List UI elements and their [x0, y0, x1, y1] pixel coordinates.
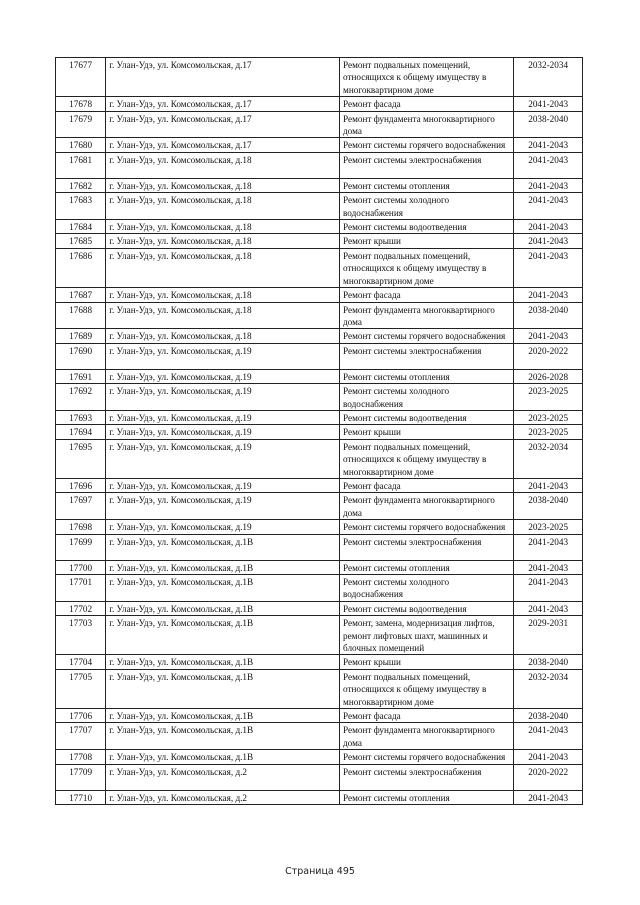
row-id-cell: 17703	[56, 616, 106, 655]
address-cell: г. Улан-Удэ, ул. Комсомольская, д.17	[106, 58, 340, 97]
address-cell: г. Улан-Удэ, ул. Комсомольская, д.1В	[106, 575, 340, 602]
address-cell: г. Улан-Удэ, ул. Комсомольская, д.19	[106, 493, 340, 520]
work-type-cell: Ремонт системы холодного водоснабжения	[340, 193, 514, 220]
table-row	[56, 384, 583, 411]
work-type-cell: Ремонт подвальных помещений, относящихся к общему имуществу в многоквартирном доме	[340, 669, 514, 708]
row-id-cell: 17702	[56, 601, 106, 615]
work-type-cell: Ремонт фасада	[340, 288, 514, 302]
row-id-cell: 17691	[56, 369, 106, 383]
address-cell: г. Улан-Удэ, ул. Комсомольская, д.18	[106, 329, 340, 343]
period-cell: 2041-2043	[514, 329, 583, 343]
address-cell: г. Улан-Удэ, ул. Комсомольская, д.18	[106, 152, 340, 178]
period-cell: 2041-2043	[514, 601, 583, 615]
work-type-cell: Ремонт фасада	[340, 97, 514, 111]
table-row	[56, 152, 583, 178]
period-cell: 2041-2043	[514, 138, 583, 152]
address-cell: г. Улан-Удэ, ул. Комсомольская, д.18	[106, 220, 340, 234]
address-cell: г. Улан-Удэ, ул. Комсомольская, д.1В	[106, 560, 340, 574]
period-cell: 2041-2043	[514, 178, 583, 192]
table-row	[56, 329, 583, 343]
work-type-cell: Ремонт системы холодного водоснабжения	[340, 575, 514, 602]
period-cell: 2041-2043	[514, 750, 583, 764]
work-type-cell: Ремонт фундамента многоквартирного дома	[340, 111, 514, 138]
row-id-cell: 17696	[56, 478, 106, 492]
row-id-cell: 17678	[56, 97, 106, 111]
address-cell: г. Улан-Удэ, ул. Комсомольская, д.18	[106, 178, 340, 192]
period-cell: 2041-2043	[514, 288, 583, 302]
period-cell: 2038-2040	[514, 709, 583, 723]
work-type-cell: Ремонт фундамента многоквартирного дома	[340, 493, 514, 520]
period-cell: 2023-2025	[514, 520, 583, 534]
row-id-cell: 17704	[56, 655, 106, 669]
table-row	[56, 709, 583, 723]
table-row	[56, 178, 583, 192]
row-id-cell: 17690	[56, 343, 106, 369]
table-row	[56, 534, 583, 560]
table-row	[56, 575, 583, 602]
table-row	[56, 111, 583, 138]
row-id-cell: 17684	[56, 220, 106, 234]
table-row	[56, 790, 583, 804]
row-id-cell: 17679	[56, 111, 106, 138]
work-type-cell: Ремонт крыши	[340, 234, 514, 248]
table-row	[56, 655, 583, 669]
row-id-cell: 17694	[56, 425, 106, 439]
address-cell: г. Улан-Удэ, ул. Комсомольская, д.17	[106, 138, 340, 152]
row-id-cell: 17693	[56, 410, 106, 424]
address-cell: г. Улан-Удэ, ул. Комсомольская, д.19	[106, 410, 340, 424]
row-id-cell: 17700	[56, 560, 106, 574]
work-type-cell: Ремонт системы горячего водоснабжения	[340, 329, 514, 343]
address-cell: г. Улан-Удэ, ул. Комсомольская, д.19	[106, 478, 340, 492]
period-cell: 2041-2043	[514, 152, 583, 178]
page-number: Страница 495	[285, 866, 355, 877]
period-cell: 2038-2040	[514, 655, 583, 669]
address-cell: г. Улан-Удэ, ул. Комсомольская, д.1В	[106, 723, 340, 750]
table-row	[56, 58, 583, 97]
address-cell: г. Улан-Удэ, ул. Комсомольская, д.18	[106, 234, 340, 248]
row-id-cell: 17683	[56, 193, 106, 220]
table-row	[56, 138, 583, 152]
work-type-cell: Ремонт фундамента многоквартирного дома	[340, 723, 514, 750]
table-row	[56, 369, 583, 383]
work-type-cell: Ремонт подвальных помещений, относящихся к общему имуществу в многоквартирном доме	[340, 248, 514, 287]
table-row	[56, 601, 583, 615]
period-cell: 2026-2028	[514, 369, 583, 383]
period-cell: 2032-2034	[514, 58, 583, 97]
address-cell: г. Улан-Удэ, ул. Комсомольская, д.19	[106, 384, 340, 411]
period-cell: 2041-2043	[514, 790, 583, 804]
work-type-cell: Ремонт системы водоотведения	[340, 410, 514, 424]
period-cell: 2023-2025	[514, 410, 583, 424]
period-cell: 2038-2040	[514, 302, 583, 329]
address-cell: г. Улан-Удэ, ул. Комсомольская, д.1В	[106, 601, 340, 615]
period-cell: 2032-2034	[514, 439, 583, 478]
address-cell: г. Улан-Удэ, ул. Комсомольская, д.1В	[106, 616, 340, 655]
period-cell: 2041-2043	[514, 575, 583, 602]
address-cell: г. Улан-Удэ, ул. Комсомольская, д.1В	[106, 534, 340, 560]
work-type-cell: Ремонт фундамента многоквартирного дома	[340, 302, 514, 329]
work-type-cell: Ремонт системы электроснабжения	[340, 343, 514, 369]
address-cell: г. Улан-Удэ, ул. Комсомольская, д.17	[106, 111, 340, 138]
row-id-cell: 17701	[56, 575, 106, 602]
table-row	[56, 288, 583, 302]
row-id-cell: 17706	[56, 709, 106, 723]
address-cell: г. Улан-Удэ, ул. Комсомольская, д.17	[106, 97, 340, 111]
work-type-cell: Ремонт подвальных помещений, относящихся к общему имуществу в многоквартирном доме	[340, 58, 514, 97]
table-row	[56, 439, 583, 478]
row-id-cell: 17708	[56, 750, 106, 764]
period-cell: 2029-2031	[514, 616, 583, 655]
period-cell: 2038-2040	[514, 111, 583, 138]
work-type-cell: Ремонт фасада	[340, 709, 514, 723]
row-id-cell: 17681	[56, 152, 106, 178]
table-row	[56, 764, 583, 790]
period-cell: 2041-2043	[514, 234, 583, 248]
row-id-cell: 17685	[56, 234, 106, 248]
table-row	[56, 302, 583, 329]
table-row	[56, 193, 583, 220]
table-row	[56, 234, 583, 248]
period-cell: 2041-2043	[514, 248, 583, 287]
table-row	[56, 478, 583, 492]
work-type-cell: Ремонт системы электроснабжения	[340, 152, 514, 178]
address-cell: г. Улан-Удэ, ул. Комсомольская, д.2	[106, 790, 340, 804]
row-id-cell: 17695	[56, 439, 106, 478]
row-id-cell: 17697	[56, 493, 106, 520]
table-row	[56, 493, 583, 520]
table-row	[56, 97, 583, 111]
address-cell: г. Улан-Удэ, ул. Комсомольская, д.18	[106, 193, 340, 220]
work-type-cell: Ремонт системы горячего водоснабжения	[340, 520, 514, 534]
period-cell: 2023-2025	[514, 425, 583, 439]
table-row	[56, 560, 583, 574]
work-type-cell: Ремонт, замена, модернизация лифтов, ремонт лифтовых шахт, машинных и блочных помещений	[340, 616, 514, 655]
row-id-cell: 17692	[56, 384, 106, 411]
work-type-cell: Ремонт подвальных помещений, относящихся к общему имуществу в многоквартирном доме	[340, 439, 514, 478]
work-type-cell: Ремонт системы электроснабжения	[340, 764, 514, 790]
work-type-cell: Ремонт крыши	[340, 425, 514, 439]
work-type-cell: Ремонт системы отопления	[340, 560, 514, 574]
period-cell: 2041-2043	[514, 560, 583, 574]
work-type-cell: Ремонт системы отопления	[340, 369, 514, 383]
address-cell: г. Улан-Удэ, ул. Комсомольская, д.19	[106, 343, 340, 369]
table-row	[56, 343, 583, 369]
address-cell: г. Улан-Удэ, ул. Комсомольская, д.2	[106, 764, 340, 790]
address-cell: г. Улан-Удэ, ул. Комсомольская, д.1В	[106, 750, 340, 764]
row-id-cell: 17682	[56, 178, 106, 192]
work-type-cell: Ремонт фасада	[340, 478, 514, 492]
row-id-cell: 17680	[56, 138, 106, 152]
period-cell: 2041-2043	[514, 220, 583, 234]
period-cell: 2041-2043	[514, 478, 583, 492]
period-cell: 2032-2034	[514, 669, 583, 708]
period-cell: 2038-2040	[514, 493, 583, 520]
table-row	[56, 616, 583, 655]
row-id-cell: 17698	[56, 520, 106, 534]
work-type-cell: Ремонт системы электроснабжения	[340, 534, 514, 560]
period-cell: 2020-2022	[514, 343, 583, 369]
address-cell: г. Улан-Удэ, ул. Комсомольская, д.19	[106, 439, 340, 478]
table-row	[56, 669, 583, 708]
row-id-cell: 17709	[56, 764, 106, 790]
table-row	[56, 220, 583, 234]
row-id-cell: 17686	[56, 248, 106, 287]
work-type-cell: Ремонт системы горячего водоснабжения	[340, 750, 514, 764]
period-cell: 2023-2025	[514, 384, 583, 411]
address-cell: г. Улан-Удэ, ул. Комсомольская, д.18	[106, 288, 340, 302]
address-cell: г. Улан-Удэ, ул. Комсомольская, д.18	[106, 302, 340, 329]
address-cell: г. Улан-Удэ, ул. Комсомольская, д.1В	[106, 669, 340, 708]
period-cell: 2041-2043	[514, 97, 583, 111]
work-type-cell: Ремонт системы отопления	[340, 790, 514, 804]
row-id-cell: 17699	[56, 534, 106, 560]
period-cell: 2041-2043	[514, 534, 583, 560]
address-cell: г. Улан-Удэ, ул. Комсомольская, д.19	[106, 520, 340, 534]
row-id-cell: 17689	[56, 329, 106, 343]
row-id-cell: 17705	[56, 669, 106, 708]
row-id-cell: 17688	[56, 302, 106, 329]
address-cell: г. Улан-Удэ, ул. Комсомольская, д.18	[106, 248, 340, 287]
work-type-cell: Ремонт системы горячего водоснабжения	[340, 138, 514, 152]
table-row	[56, 425, 583, 439]
work-type-cell: Ремонт системы отопления	[340, 178, 514, 192]
work-type-cell: Ремонт системы холодного водоснабжения	[340, 384, 514, 411]
work-type-cell: Ремонт крыши	[340, 655, 514, 669]
address-cell: г. Улан-Удэ, ул. Комсомольская, д.19	[106, 425, 340, 439]
program-table	[55, 57, 583, 805]
program-table-body	[56, 58, 583, 805]
address-cell: г. Улан-Удэ, ул. Комсомольская, д.19	[106, 369, 340, 383]
address-cell: г. Улан-Удэ, ул. Комсомольская, д.1В	[106, 655, 340, 669]
table-row	[56, 410, 583, 424]
row-id-cell: 17710	[56, 790, 106, 804]
table-row	[56, 520, 583, 534]
row-id-cell: 17687	[56, 288, 106, 302]
row-id-cell: 17677	[56, 58, 106, 97]
row-id-cell: 17707	[56, 723, 106, 750]
table-row	[56, 248, 583, 287]
address-cell: г. Улан-Удэ, ул. Комсомольская, д.1В	[106, 709, 340, 723]
table-row	[56, 750, 583, 764]
period-cell: 2041-2043	[514, 723, 583, 750]
period-cell: 2041-2043	[514, 193, 583, 220]
work-type-cell: Ремонт системы водоотведения	[340, 220, 514, 234]
work-type-cell: Ремонт системы водоотведения	[340, 601, 514, 615]
table-row	[56, 723, 583, 750]
period-cell: 2020-2022	[514, 764, 583, 790]
